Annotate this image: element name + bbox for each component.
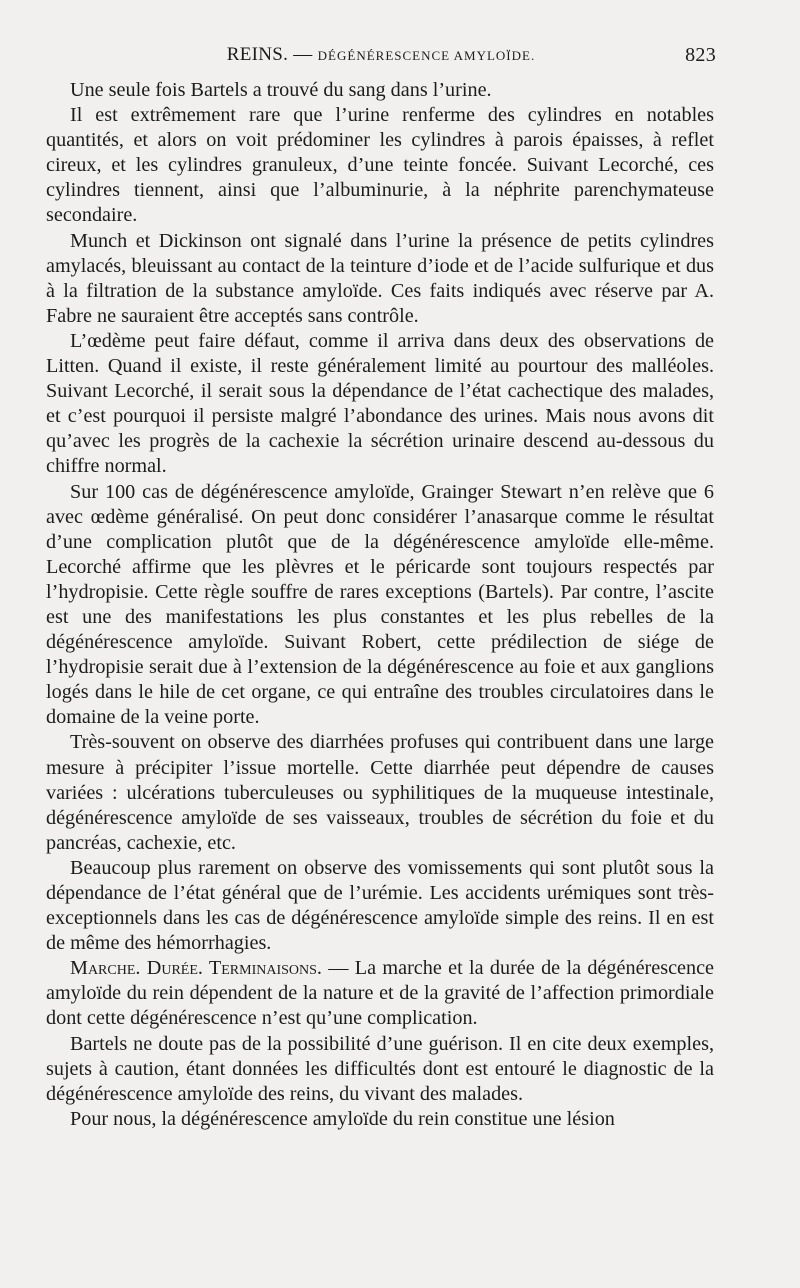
paragraph-3: Munch et Dickinson ont signalé dans l’urine la présence de petits cylindres amylacés, bleuissant au contact de la teinture d’iode et de l’acide sulfurique et dus à la filtration de la substance amyloïde. Ces faits indiqués avec réserve par A. Fabre ne sauraient être acceptés sans contrôle. [46, 229, 714, 327]
page-number: 823 [685, 44, 716, 66]
running-header [46, 44, 716, 74]
paragraph-marche [46, 956, 714, 1031]
header-subtitle: DÉGÉNÉRESCENCE AMYLOÏDE. [317, 48, 536, 63]
paragraph-10: Pour nous, la dégénérescence amyloïde du rein constitue une lésion [70, 1107, 615, 1130]
header-dash: — [293, 44, 313, 65]
paragraph-6: Très-souvent on observe des diarrhées profuses qui contribuent dans une large mesure à précipiter l’issue mortelle. Cette diarrhée peut dépendre de causes variées : ulcérations tuberculeuses ou syphilitiques de la muqueuse intestinale, dégénérescence amyloïde de ses vaisseaux, troubles de sécrétion du foie et du pancréas, cachexie, etc. [46, 731, 714, 854]
marche-text: — La marche et la durée de la dégénérescence amyloïde du rein dépendent de la nature et de la gravité de l’affection primordiale dont cette dégénérescence n’est qu’une complication. [46, 957, 715, 1030]
paragraph-2: Il est extrêmement rare que l’urine renferme des cylindres en notables quantités, et alors on voit prédominer les cylindres à parois épaisses, à reflet cireux, et les cylindres granuleux, d’une teinte foncée. Suivant Lecorché, ces cylindres tiennent, ainsi que l’albuminurie, à la néphrite parenchymateuse secondaire. [46, 104, 714, 227]
paragraph-7: Beaucoup plus rarement on observe des vomissements qui sont plutôt sous la dépendance de l’état général que de l’urémie. Les accidents urémiques sont très-exceptionnels dans les cas de dégénérescence amyloïde simple des reins. Il en est de même des hémorrhagies. [46, 856, 714, 955]
paragraph-9: Bartels ne doute pas de la possibilité d’une guérison. Il en cite deux exemples, sujets à caution, étant données les difficultés dont est entouré le diagnostic de la dégénérescence amyloïde des reins, du vivant des malades. [46, 1032, 714, 1105]
body-text [46, 78, 714, 1132]
paragraph-1: Une seule fois Bartels a trouvé du sang dans l’urine. [70, 79, 492, 101]
paragraph-5: Sur 100 cas de dégénérescence amyloïde, Grainger Stewart n’en relève que 6 avec œdème généralisé. On peut donc considérer l’anasarque comme le résultat d’une complication plutôt que de la dégénérescence amyloïde elle-même. Lecorché affirme que les plèvres et le péricarde sont toujours respectés par l’hydropisie. Cette règle souffre de rares exceptions (Bartels). Par contre, l’ascite est une des manifestations les plus constantes et les plus rebelles de la dégénérescence amyloïde. Suivant Robert, cette prédilection de siége de l’hydropisie serait due à l’extension de la dégénérescence au foie et aux ganglions logés dans le hile de cet organe, ce qui entraîne des troubles circulatoires dans le domaine de la veine porte. [46, 480, 714, 729]
paragraph-4: L’œdème peut faire défaut, comme il arriva dans deux des observations de Litten. Quand il existe, il reste généralement limité au pourtour des malléoles. Suivant Lecorché, il serait sous la dépendance de l’état cachectique des malades, et c’est pourquoi il persiste malgré l’abondance des urines. Mais nous avons dit qu’avec les progrès de la cachexie la sécrétion urinaire descend au-dessous du chiffre normal. [46, 329, 714, 478]
header-section: REINS. [226, 44, 289, 65]
header-title [227, 44, 535, 66]
section-heading-marche: Marche. Durée. Terminaisons. [70, 957, 322, 980]
